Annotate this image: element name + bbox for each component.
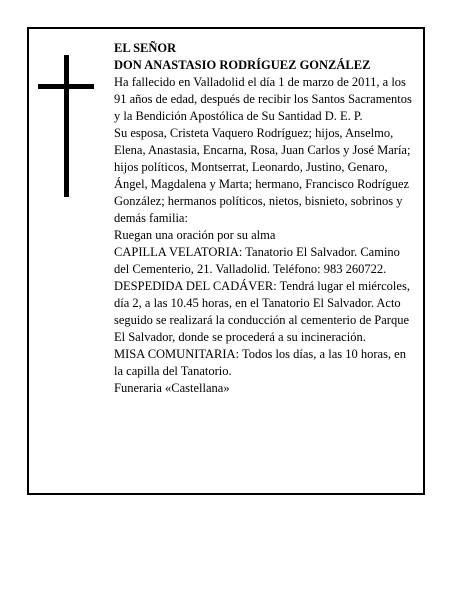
deceased-name: DON ANASTASIO RODRÍGUEZ GONZÁLEZ xyxy=(114,58,371,72)
mass-paragraph: MISA COMUNITARIA: Todos los días, a las 10 horas, en la capilla del Tanatorio. xyxy=(114,347,406,378)
obituary-text xyxy=(114,40,418,397)
chapel-paragraph: CAPILLA VELATORIA: Tanatorio El Salvador. Camino del Cementerio, 21. Valladolid. Teléfono: 983 260722. xyxy=(114,245,400,276)
cross-icon-vertical xyxy=(64,55,69,197)
prayer-request: Ruegan una oración por su alma xyxy=(114,228,276,242)
death-paragraph: Ha fallecido en Valladolid el día 1 de marzo de 2011, a los 91 años de edad, después de recibir los Santos Sacramentos y la Bendición Apostólica de Su Santidad D. E. P. xyxy=(114,75,412,123)
funeral-home: Funeraria «Castellana» xyxy=(114,381,230,395)
honorific: EL SEÑOR xyxy=(114,41,177,55)
family-paragraph: Su esposa, Cristeta Vaquero Rodríguez; hijos, Anselmo, Elena, Anastasia, Encarna, Rosa, Juan Carlos y José María; hijos políticos, Montserrat, Leonardo, Justino, Genaro, Ángel, Magdalena y Marta; hermano, Francisco Rodríguez González; hermanos políticos, nietos, bisnieto, sobrinos y demás familia: xyxy=(114,126,411,225)
farewell-paragraph: DESPEDIDA DEL CADÁVER: Tendrá lugar el miércoles, día 2, a las 10.45 horas, en el Tanatorio El Salvador. Acto seguido se realizará la conducción al cementerio de Parque El Salvador, donde se procederá a su incineración. xyxy=(114,279,410,344)
cross-icon-horizontal xyxy=(38,84,94,89)
